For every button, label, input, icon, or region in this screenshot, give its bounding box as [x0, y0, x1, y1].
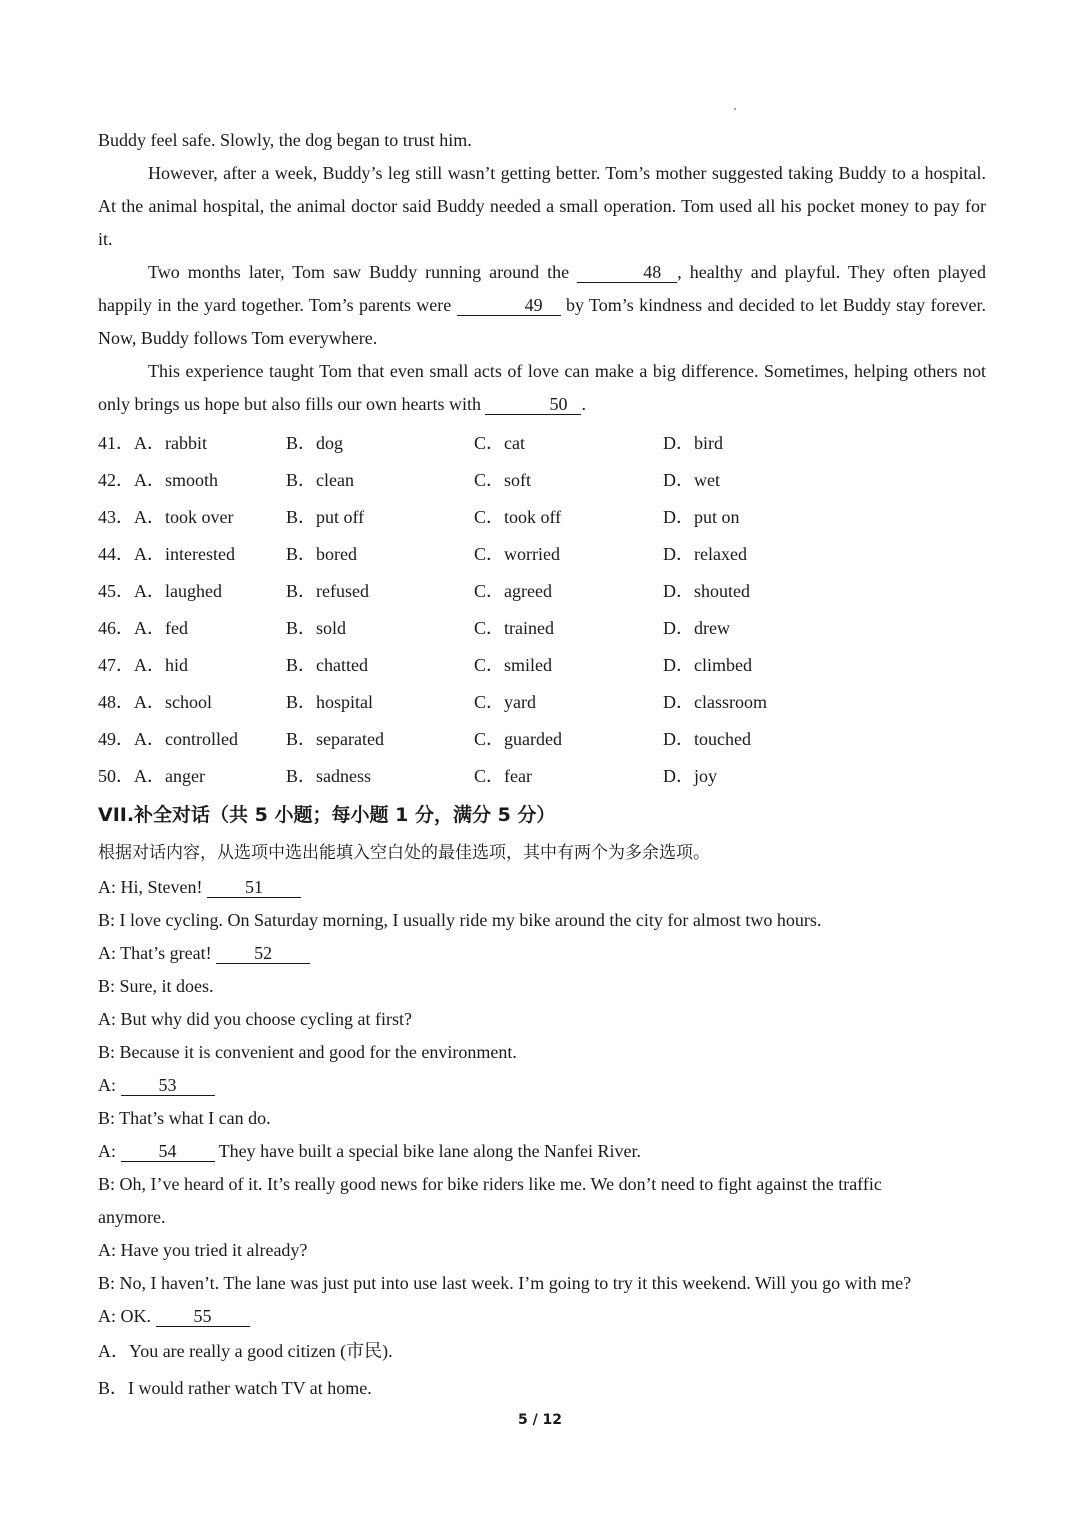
option-c: C．soft [474, 470, 532, 490]
blank-53: 53 [121, 1075, 215, 1096]
option-row [98, 573, 986, 610]
option-c: C．fear [474, 766, 532, 786]
passage-paragraph-4 [98, 355, 986, 421]
choice-b: B．I would rather watch TV at home. [98, 1378, 372, 1398]
option-b: B．bored [286, 544, 357, 564]
option-a [98, 425, 286, 462]
section-instruction: 根据对话内容，从选项中选出能填入空白处的最佳选项，其中有两个为多余选项。 [98, 843, 710, 863]
option-row [98, 684, 986, 721]
dialogue-text: A: OK. [98, 1306, 156, 1326]
blank-52: 52 [216, 943, 310, 964]
option-c: C．cat [474, 433, 525, 453]
passage-text: This experience taught Tom that even small acts of love can make a big difference. Sometimes, helping others not only brings us hope but also fills our own hearts with [98, 361, 986, 414]
section-heading: VII.补全对话（共 5 小题；每小题 1 分，满分 5 分） [98, 804, 556, 826]
option-row [98, 462, 986, 499]
dialogue-text: They have built a special bike lane along the Nanfei River. [214, 1141, 642, 1161]
option-a [98, 573, 286, 610]
option-a [98, 647, 286, 684]
option-row [98, 758, 986, 795]
option-c: C．trained [474, 618, 554, 638]
option-d: D．wet [663, 470, 720, 490]
option-row [98, 647, 986, 684]
option-c: C．took off [474, 507, 562, 527]
option-a-text: A．took over [134, 507, 234, 527]
scan-speck [734, 108, 736, 110]
blank-55: 55 [156, 1306, 250, 1327]
option-a [98, 462, 286, 499]
option-b: B．dog [286, 433, 344, 453]
option-c: C．guarded [474, 729, 562, 749]
question-number: 50． [98, 766, 134, 786]
question-number: 42． [98, 470, 134, 490]
dialogue-line: B: Sure, it does. [98, 976, 214, 996]
passage-paragraph-1: Buddy feel safe. Slowly, the dog began to trust him. [98, 130, 472, 150]
option-b: B．clean [286, 470, 354, 490]
dialogue-line: A: Have you tried it already? [98, 1240, 308, 1260]
option-a-text: A．smooth [134, 470, 219, 490]
option-row [98, 499, 986, 536]
dialogue-text: A: That’s great! [98, 943, 217, 963]
dialogue-line: B: Because it is convenient and good for the environment. [98, 1042, 517, 1062]
option-a-text: A．fed [134, 618, 188, 638]
passage-text: , healthy and playful. They often played happily in the yard together. Tom’s parents were [98, 262, 986, 315]
option-b: B．chatted [286, 655, 368, 675]
option-d: D．joy [663, 766, 717, 786]
dialogue-line: A: But why did you choose cycling at first? [98, 1009, 412, 1029]
option-a [98, 758, 286, 795]
option-row [98, 536, 986, 573]
option-c: C．smiled [474, 655, 553, 675]
option-a-text: A．anger [134, 766, 205, 786]
exam-page [98, 124, 986, 1407]
option-a-text: A．school [134, 692, 212, 712]
option-c: C．agreed [474, 581, 552, 601]
passage-paragraph-2: However, after a week, Buddy’s leg still wasn’t getting better. Tom’s mother suggested taking Buddy to a hospital. At the animal hospital, the animal doctor said Buddy needed a small operation. Tom used all his pocket money to pay for it. [98, 163, 986, 249]
question-number: 44． [98, 544, 134, 564]
options-table [98, 425, 986, 795]
question-number: 45． [98, 581, 134, 601]
option-a [98, 499, 286, 536]
page-number: 5 / 12 [517, 1412, 563, 1428]
dialogue-line [98, 937, 986, 970]
dialogue-line [98, 1069, 986, 1102]
blank-50: 50 [485, 394, 581, 415]
option-row [98, 610, 986, 647]
question-number: 46． [98, 618, 134, 638]
option-d: D．classroom [663, 692, 767, 712]
option-a-text: A．laughed [134, 581, 222, 601]
option-d: D．relaxed [663, 544, 747, 564]
option-row [98, 721, 986, 758]
option-a [98, 536, 286, 573]
dialogue-text: A: [98, 1141, 121, 1161]
blank-49: 49 [457, 295, 561, 316]
option-b: B．separated [286, 729, 384, 749]
dialogue-text: A: Hi, Steven! [98, 877, 207, 897]
blank-51: 51 [207, 877, 301, 898]
dialogue-text: A: [98, 1075, 121, 1095]
dialogue [98, 871, 986, 1333]
question-number: 47． [98, 655, 134, 675]
question-number: 43． [98, 507, 134, 527]
option-b: B．put off [286, 507, 365, 527]
passage-paragraph-3 [98, 256, 986, 355]
dialogue-line: B: No, I haven’t. The lane was just put into use last week. I’m going to try it this weekend. Will you go with me? [98, 1273, 912, 1293]
passage-text: by Tom’s kindness and decided to let Buddy stay forever. Now, Buddy follows Tom everywhere. [98, 295, 986, 348]
option-b: B．hospital [286, 692, 374, 712]
dialogue-line: B: Oh, I’ve heard of it. It’s really good news for bike riders like me. We don’t need to fight against the traffic anymore. [98, 1174, 882, 1227]
question-number: 41． [98, 433, 134, 453]
question-number: 48． [98, 692, 134, 712]
dialogue-line: B: I love cycling. On Saturday morning, I usually ride my bike around the city for almost two hours. [98, 910, 822, 930]
option-a-text: A．rabbit [134, 433, 207, 453]
option-a-text: A．interested [134, 544, 235, 564]
dialogue-line: B: That’s what I can do. [98, 1108, 271, 1128]
option-c: C．yard [474, 692, 536, 712]
passage-text: . [581, 394, 586, 414]
option-a [98, 721, 286, 758]
dialogue-line [98, 1300, 986, 1333]
option-a-text: A．controlled [134, 729, 238, 749]
passage-text: Two months later, Tom saw Buddy running around the [148, 262, 578, 282]
option-d: D．put on [663, 507, 740, 527]
option-b: B．refused [286, 581, 369, 601]
dialogue-line [98, 1135, 986, 1168]
option-d: D．shouted [663, 581, 750, 601]
option-a [98, 684, 286, 721]
option-d: D．touched [663, 729, 751, 749]
option-d: D．bird [663, 433, 723, 453]
choice-a: A．You are really a good citizen (市民). [98, 1341, 393, 1361]
question-number: 49． [98, 729, 134, 749]
option-c: C．worried [474, 544, 560, 564]
option-row [98, 425, 986, 462]
dialogue-line [98, 871, 986, 904]
blank-48: 48 [577, 262, 677, 283]
option-d: D．drew [663, 618, 730, 638]
option-a-text: A．hid [134, 655, 188, 675]
option-a [98, 610, 286, 647]
blank-54: 54 [121, 1141, 215, 1162]
option-b: B．sold [286, 618, 347, 638]
option-d: D．climbed [663, 655, 752, 675]
option-b: B．sadness [286, 766, 371, 786]
